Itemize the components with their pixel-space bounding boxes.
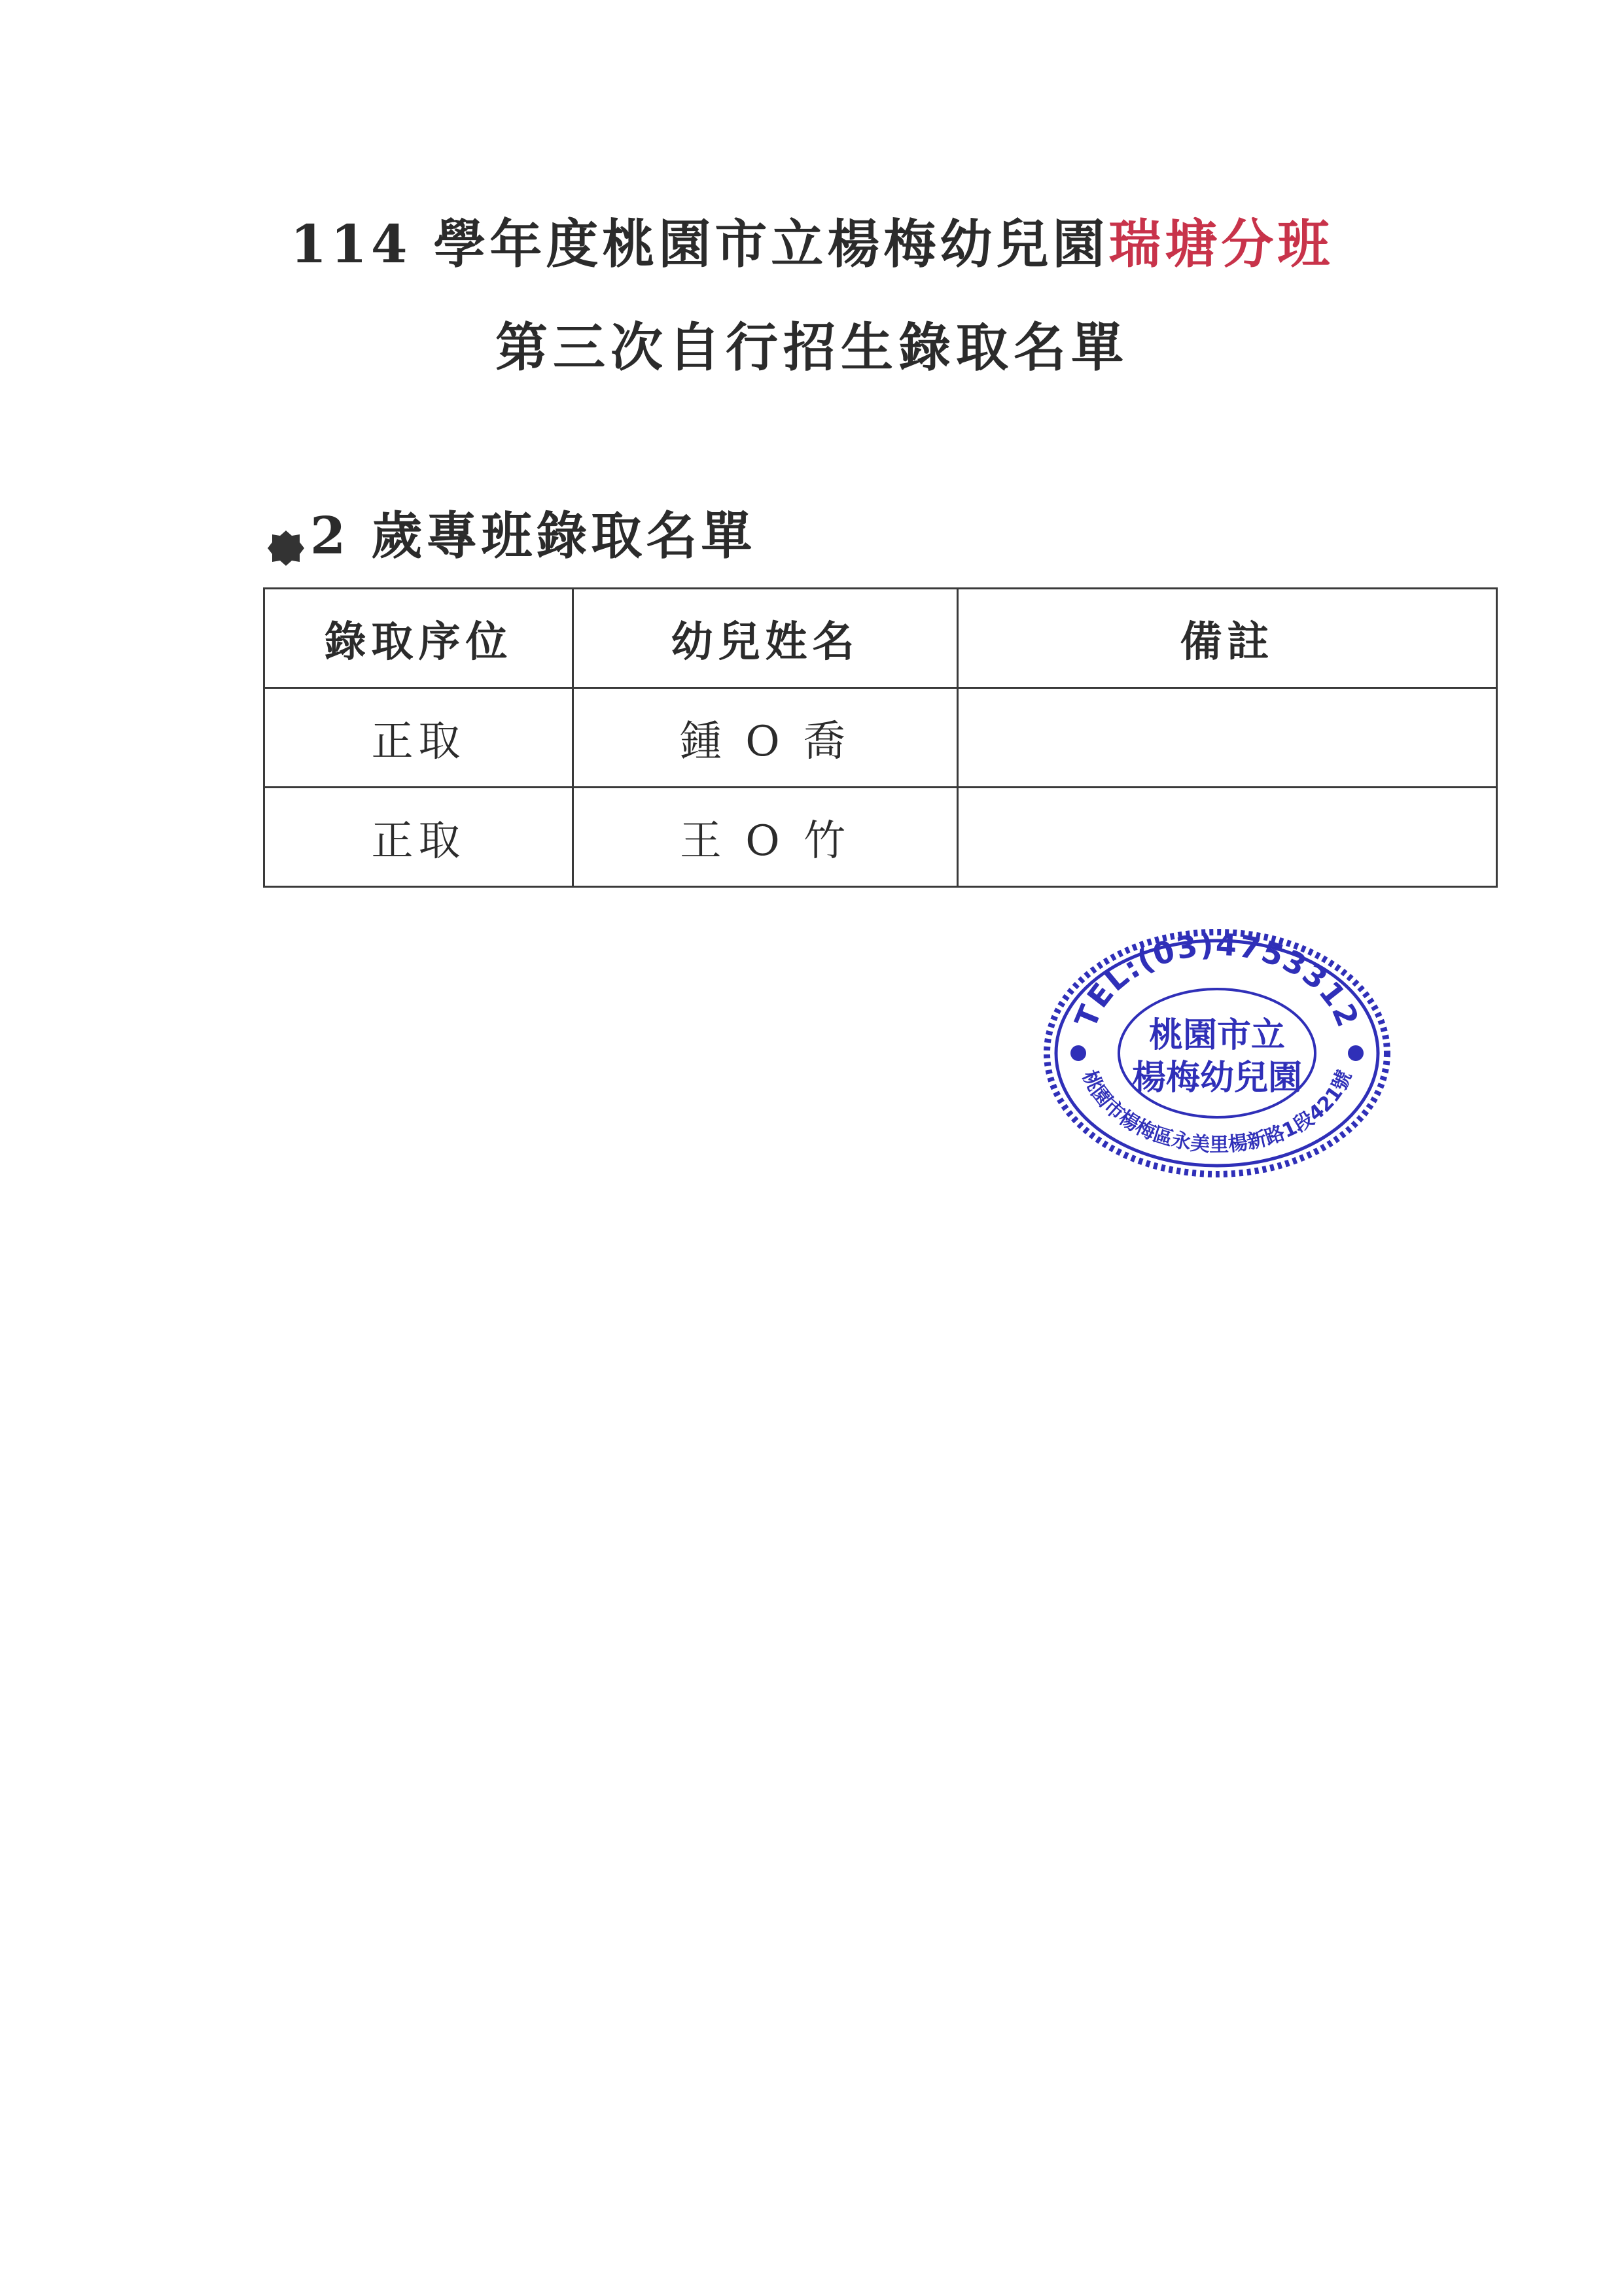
section-heading — [267, 504, 756, 569]
seal-address: 桃園市楊梅區永美里楊新路1段421號 — [1077, 1067, 1357, 1157]
column-header-rank: 錄取序位 — [264, 589, 573, 688]
cell-rank: 正取 — [264, 688, 573, 788]
bullet-icon — [267, 517, 305, 555]
official-seal — [1034, 922, 1400, 1184]
admission-table — [263, 587, 1498, 888]
cell-name: 鍾 O 喬 — [573, 688, 958, 788]
table-row — [264, 788, 1497, 887]
cell-note — [958, 688, 1497, 788]
seal-tel: TEL:(03)4753312 — [1068, 926, 1366, 1033]
title-main: 114 學年度桃園市立楊梅幼兒園 — [290, 213, 1109, 275]
table-header-row — [264, 589, 1497, 688]
cell-rank: 正取 — [264, 788, 573, 887]
document-subtitle: 第三次自行招生錄取名單 — [495, 317, 1129, 378]
cell-name: 王 O 竹 — [573, 788, 958, 887]
seal-line2: 楊梅幼兒園 — [1131, 1058, 1303, 1098]
column-header-name: 幼兒姓名 — [573, 589, 958, 688]
column-header-note: 備註 — [958, 589, 1497, 688]
table-row — [264, 688, 1497, 788]
section-heading-text: 2 歲專班錄取名單 — [310, 506, 756, 566]
document-title — [0, 208, 1624, 280]
cell-note — [958, 788, 1497, 887]
seal-line1: 桃園市立 — [1148, 1016, 1286, 1055]
title-accent: 瑞塘分班 — [1108, 213, 1334, 275]
